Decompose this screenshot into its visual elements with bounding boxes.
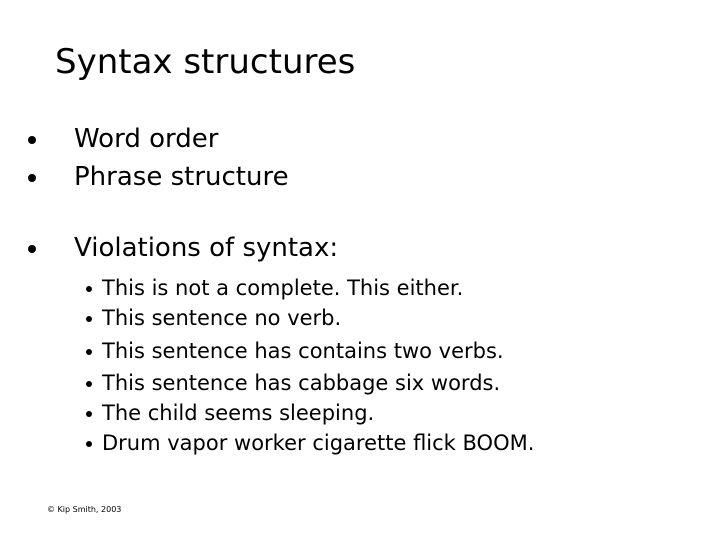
sub-bullet-text: The child seems sleeping. <box>102 401 375 425</box>
bullet-dot-icon <box>86 441 92 447</box>
bullet-dot-icon <box>28 174 36 182</box>
sub-bullet-text: This sentence no verb. <box>102 306 342 330</box>
bullet-dot-icon <box>86 349 92 355</box>
sub-bullet-text: This sentence has cabbage six words. <box>102 371 501 395</box>
sub-bullet-text: This sentence has contains two verbs. <box>102 339 504 363</box>
bullet-dot-icon <box>86 411 92 417</box>
bullet-text: Word order <box>74 124 219 154</box>
sub-bullet-text: Drum vapor worker cigarette flick BOOM. <box>102 431 535 455</box>
bullet-text: Violations of syntax: <box>74 233 339 263</box>
slide-title: Syntax structures <box>55 42 356 82</box>
sub-bullet-text: This is not a complete. This either. <box>102 276 464 300</box>
copyright-footer: © Kip Smith, 2003 <box>47 505 122 514</box>
bullet-dot-icon <box>86 381 92 387</box>
bullet-text: Phrase structure <box>74 162 289 192</box>
bullet-dot-icon <box>86 316 92 322</box>
bullet-dot-icon <box>28 136 36 144</box>
bullet-dot-icon <box>28 245 36 253</box>
bullet-dot-icon <box>86 286 92 292</box>
